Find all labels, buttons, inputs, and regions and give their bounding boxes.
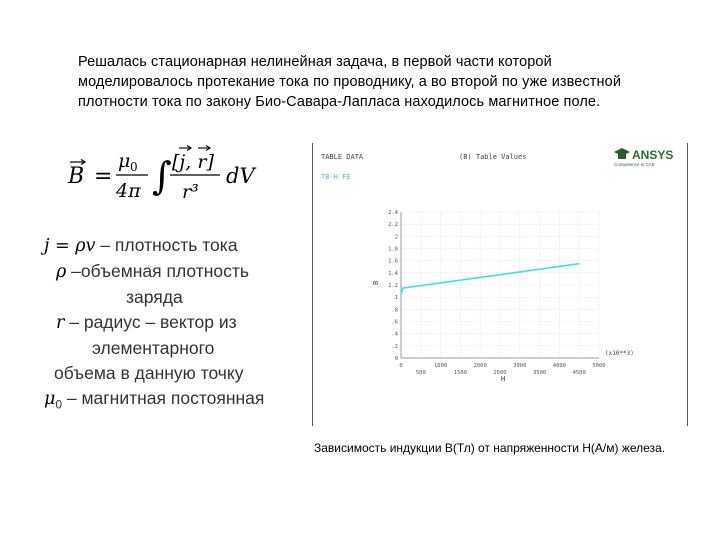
formula-cross-product: [j, r] xyxy=(172,151,214,173)
y-tick-label: 2 xyxy=(394,234,398,241)
rho-description: –объемная плотность xyxy=(66,261,250,281)
ansys-logo-text: ANSYS xyxy=(632,148,674,162)
formula-r-cubed: r³ xyxy=(182,181,199,203)
y-tick-label: 1 xyxy=(394,295,398,302)
y-tick-label: 2.4 xyxy=(388,210,398,216)
y-tick-label: 1.2 xyxy=(388,283,398,289)
formula-mu: μ xyxy=(118,150,131,172)
x-tick-label: 1000 xyxy=(433,363,448,369)
plot-header-mid: (B) Table Values xyxy=(459,153,527,161)
svg-text:∫: ∫ xyxy=(152,154,172,198)
x-tick-label: 2000 xyxy=(473,363,487,369)
y-tick-label: 1.4 xyxy=(388,270,398,277)
x-tick-label: 5000 xyxy=(592,363,606,369)
intro-line: плотности тока по закону Био-Савара-Лапласа находилось магнитное поле. xyxy=(78,94,601,110)
y-tick-label: 1.8 xyxy=(388,246,398,253)
definitions-list xyxy=(44,233,314,418)
mu-description: – магнитная постоянная xyxy=(62,388,265,408)
x-tick-label: 0 xyxy=(399,363,403,369)
bh-curve-line xyxy=(401,264,579,294)
y-tick-label: .4 xyxy=(391,331,398,338)
bh-curve-plot xyxy=(313,143,687,426)
y-tick-label: 1.6 xyxy=(388,258,398,265)
x-tick-label: 3500 xyxy=(532,370,547,376)
plot-series-label: TB-H FE xyxy=(321,173,351,181)
plot-header-left: TABLE DATA xyxy=(321,153,364,161)
x-tick-label: 2500 xyxy=(493,370,507,376)
y-tick-label: .6 xyxy=(391,319,398,326)
svg-text:=: = xyxy=(94,164,113,189)
y-tick-label: 2.2 xyxy=(388,222,398,229)
definition-charge-density xyxy=(44,259,314,285)
definition-radius-vector xyxy=(44,310,314,336)
biot-savart-formula xyxy=(66,142,296,204)
x-tick-label: 500 xyxy=(415,370,426,376)
y-tick-label: 0 xyxy=(394,356,398,362)
plot-x-label: H xyxy=(501,375,506,383)
formula-4pi: 4π xyxy=(116,180,141,202)
ansys-logo xyxy=(612,146,682,168)
j-definition: j = ρv xyxy=(44,236,96,256)
intro-line: моделировалось протекание тока по проводнику, а во второй по уже известной xyxy=(78,74,622,90)
definition-radius-vector-cont2: объема в данную точку xyxy=(54,363,244,383)
mu-symbol: μ xyxy=(44,389,56,409)
x-tick-label: 3000 xyxy=(513,363,527,369)
ansys-logo-subtitle: Competence in CAE xyxy=(614,162,655,167)
rho-symbol: ρ xyxy=(56,262,67,282)
intro-line: Решалась стационарная нелинейная задача, в первой части которой xyxy=(78,54,552,70)
formula-lhs: B xyxy=(68,164,85,189)
formula-dv: dV xyxy=(226,164,255,188)
definition-magnetic-constant xyxy=(44,386,314,418)
definition-current-density xyxy=(44,233,314,259)
y-tick-label: .2 xyxy=(391,343,398,350)
mu-subscript: 0 xyxy=(55,397,63,412)
j-description: – плотность тока xyxy=(95,235,238,255)
figure-caption: Зависимость индукции B(Тл) от напряженности H(А/м) железа. xyxy=(314,441,666,455)
definition-charge-density-cont: заряда xyxy=(126,287,183,307)
x-tick-label: 4500 xyxy=(572,370,586,376)
plot-x-unit: (x10**3) xyxy=(605,350,634,357)
x-tick-label: 4000 xyxy=(552,363,567,369)
y-tick-label: .8 xyxy=(391,307,398,314)
r-description: – радиус – вектор из xyxy=(64,312,237,332)
intro-paragraph xyxy=(78,52,698,112)
plot-y-label: B xyxy=(372,280,380,285)
definition-radius-vector-cont: элементарного xyxy=(92,338,215,358)
ansys-plot-frame xyxy=(312,143,688,426)
r-symbol: r xyxy=(56,313,65,333)
x-tick-label: 1500 xyxy=(453,370,468,376)
formula-mu-sub: 0 xyxy=(130,160,138,174)
